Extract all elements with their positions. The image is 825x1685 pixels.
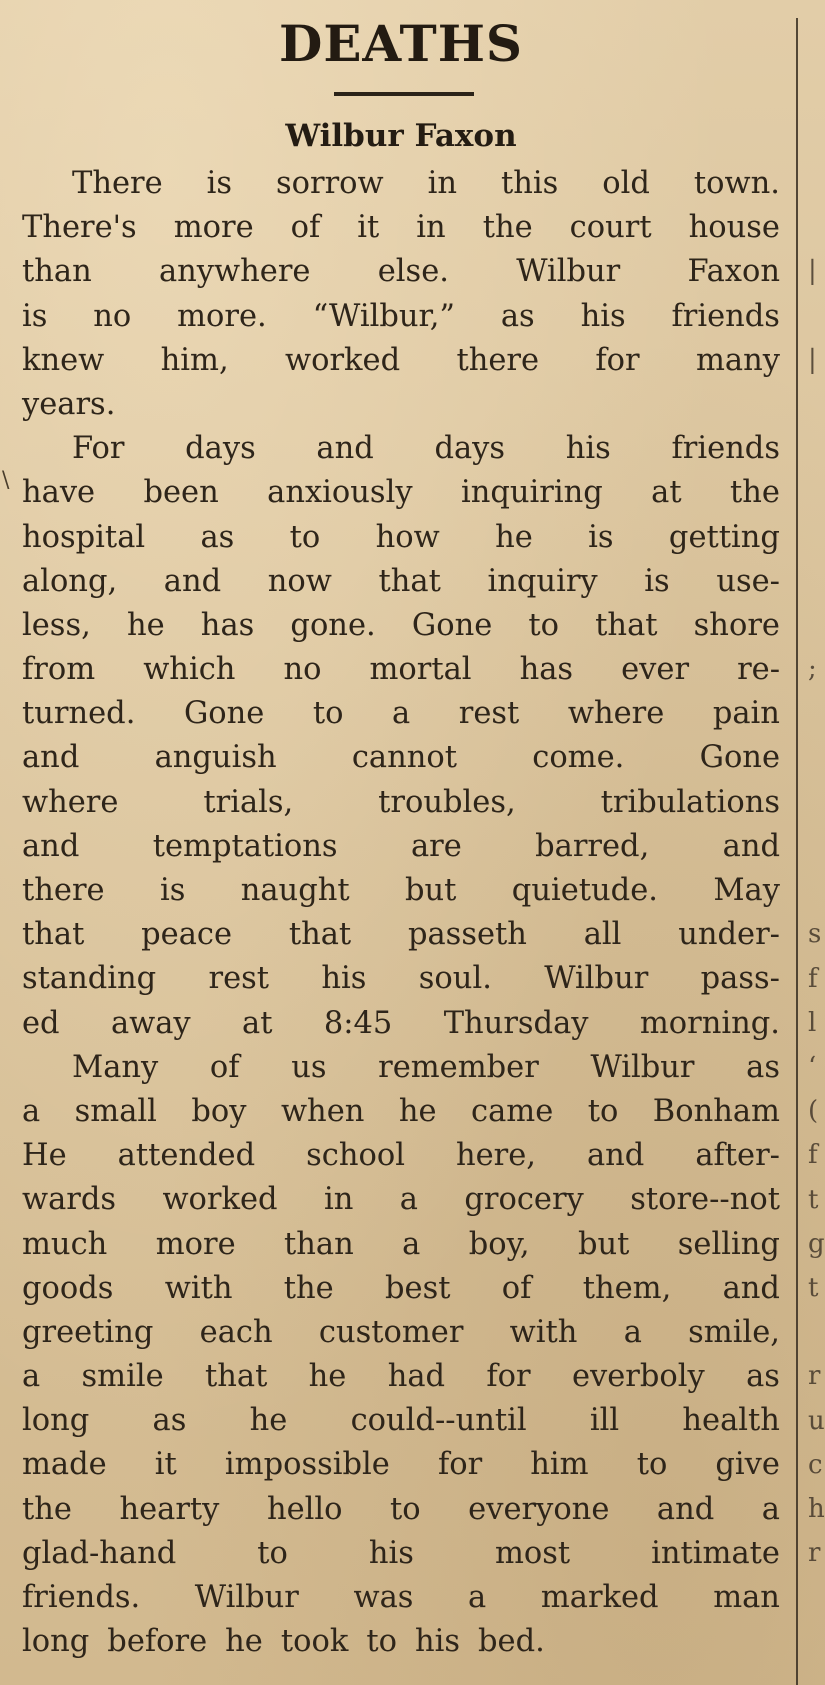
word: been	[143, 475, 219, 511]
word: hearty	[119, 1491, 220, 1527]
word: a	[623, 1314, 642, 1350]
word: passeth	[407, 917, 527, 953]
word: use-	[716, 563, 780, 599]
word: boy	[191, 1093, 247, 1129]
word: he	[126, 607, 165, 643]
word: come.	[532, 740, 625, 776]
word: him	[530, 1447, 589, 1483]
word: anxiously	[267, 475, 413, 511]
word: customer	[318, 1314, 464, 1350]
word: attended	[117, 1138, 256, 1174]
word: Thursday	[443, 1005, 589, 1041]
word: it	[357, 210, 380, 246]
word: temptations	[152, 828, 338, 864]
word: in	[427, 166, 458, 201]
word: it	[154, 1447, 177, 1483]
word: in	[416, 210, 446, 246]
article-line	[22, 383, 780, 427]
word: morning.	[639, 1005, 780, 1041]
word: to	[587, 1093, 619, 1129]
word: peace	[141, 917, 233, 953]
word: are	[410, 828, 462, 864]
article-line	[22, 1223, 780, 1267]
word: long	[22, 1624, 90, 1660]
word: for	[486, 1359, 531, 1395]
word: this	[500, 166, 559, 201]
article-line	[22, 1399, 780, 1443]
word: his	[368, 1535, 414, 1571]
column-divider	[796, 18, 798, 1685]
word: May	[713, 873, 780, 908]
word: grocery	[464, 1182, 584, 1218]
adjacent-column-glyph: t	[808, 1273, 819, 1303]
word: smile,	[688, 1314, 780, 1350]
word: intimate	[651, 1535, 780, 1571]
article-line	[22, 913, 780, 957]
word: how	[375, 519, 440, 555]
word: his	[580, 298, 626, 334]
word: and	[22, 828, 80, 864]
word: troubles,	[378, 784, 516, 820]
word: bed.	[478, 1624, 545, 1660]
word: less,	[22, 607, 91, 643]
word: There	[72, 166, 163, 201]
adjacent-column-glyph: l	[808, 1007, 817, 1038]
word: as	[746, 1359, 780, 1395]
word: is	[588, 519, 614, 555]
word: to	[289, 519, 321, 555]
word: the	[283, 1270, 334, 1306]
word: in	[323, 1182, 354, 1218]
word: for	[595, 342, 640, 378]
article-line	[22, 516, 780, 560]
word: health	[682, 1403, 780, 1439]
word: as	[152, 1403, 187, 1439]
word: court	[569, 210, 652, 246]
article-line	[22, 1002, 780, 1046]
word: Gone	[183, 696, 265, 732]
word: naught	[240, 873, 350, 908]
word: the	[482, 210, 533, 246]
article-line	[22, 250, 780, 294]
word: with	[164, 1270, 233, 1306]
word: anywhere	[158, 254, 311, 290]
section-headline: DEATHS	[278, 14, 524, 73]
word: gone.	[290, 607, 376, 643]
word: pain	[712, 696, 780, 732]
article-line	[22, 692, 780, 736]
word: which	[143, 652, 236, 688]
word: he	[249, 1403, 288, 1439]
word: that	[378, 563, 441, 599]
word: there	[22, 873, 105, 908]
word: took	[280, 1624, 349, 1660]
word: had	[387, 1359, 446, 1395]
word: greeting	[22, 1314, 154, 1350]
word: ed	[22, 1005, 60, 1041]
word: everyone	[468, 1491, 610, 1527]
article-line	[22, 339, 780, 383]
word: that	[288, 917, 352, 953]
article-line	[22, 1134, 780, 1178]
word: of	[290, 210, 321, 246]
article-line	[22, 427, 780, 471]
word: hospital	[22, 519, 146, 555]
word: here,	[455, 1138, 536, 1174]
word: much	[22, 1226, 108, 1262]
word: inquiry	[487, 563, 598, 599]
word: knew	[22, 342, 105, 378]
word: a	[22, 1359, 41, 1395]
word: rest	[208, 961, 270, 997]
word: impossible	[224, 1447, 390, 1483]
word: along,	[22, 563, 118, 599]
word: There's	[22, 210, 137, 246]
word: glad-hand	[22, 1535, 177, 1571]
word: sorrow	[276, 166, 384, 201]
word: away	[110, 1005, 191, 1041]
word: small	[74, 1093, 157, 1129]
word: and	[316, 431, 374, 467]
word: Wilbur	[516, 254, 621, 290]
word: Bonham	[652, 1093, 780, 1129]
article-line	[22, 1620, 780, 1664]
word: could--until	[350, 1403, 527, 1439]
article-line	[22, 206, 780, 250]
word: that	[204, 1359, 268, 1395]
obituary-name: Wilbur Faxon	[285, 118, 517, 154]
word: mortal	[369, 652, 472, 688]
article-line	[22, 560, 780, 604]
word: smile	[81, 1359, 164, 1395]
word: them,	[582, 1270, 672, 1306]
word: quietude.	[511, 873, 658, 908]
word: for	[437, 1447, 483, 1483]
word: to	[366, 1624, 397, 1660]
word: the	[22, 1491, 72, 1527]
word: many	[695, 342, 780, 378]
article-line	[22, 162, 780, 206]
word: and	[656, 1491, 715, 1527]
word: a	[468, 1580, 487, 1615]
word: each	[199, 1314, 273, 1350]
word: soul.	[418, 961, 492, 997]
article-line	[22, 1046, 780, 1090]
word: Gone	[411, 607, 493, 643]
word: marked	[540, 1580, 659, 1615]
word: standing	[22, 961, 157, 997]
stray-mark: \	[2, 468, 10, 493]
adjacent-column-glyph: t	[808, 1184, 819, 1215]
word: worked	[162, 1182, 278, 1218]
word: house	[688, 210, 780, 246]
article-line	[22, 471, 780, 515]
word: more	[155, 1226, 236, 1262]
word: no	[283, 652, 322, 688]
article-line	[22, 1178, 780, 1222]
word: under-	[678, 917, 780, 953]
word: made	[22, 1447, 107, 1483]
word: he	[308, 1359, 347, 1395]
word: his	[414, 1624, 461, 1660]
article-line	[22, 869, 780, 913]
word: days	[185, 431, 256, 467]
word: where	[567, 696, 665, 732]
word: worked	[285, 342, 401, 378]
adjacent-column-glyph: ;	[808, 654, 817, 685]
word: days	[434, 431, 506, 467]
word: a	[392, 696, 411, 732]
word: no	[93, 298, 132, 334]
word: friends.	[22, 1580, 141, 1615]
article-line	[22, 1532, 780, 1576]
article-line	[22, 825, 780, 869]
word: ever	[621, 652, 690, 688]
word: and	[722, 1270, 780, 1306]
word: he	[398, 1093, 437, 1129]
word: tribulations	[600, 784, 780, 820]
word: after-	[695, 1138, 780, 1174]
word: and	[163, 563, 222, 599]
adjacent-column-glyph: |	[808, 344, 817, 375]
word: with	[509, 1314, 578, 1350]
word: of	[209, 1049, 240, 1085]
article-line	[22, 1311, 780, 1355]
word: re-	[737, 652, 780, 688]
article-line	[22, 1488, 780, 1532]
word: friends	[671, 431, 780, 467]
article-line	[22, 1576, 780, 1620]
article-line	[22, 1443, 780, 1487]
word: at	[651, 475, 682, 511]
word: more.	[177, 298, 267, 334]
article-line	[22, 295, 780, 339]
word: old	[602, 166, 650, 201]
word: he	[225, 1624, 263, 1660]
word: “Wilbur,”	[312, 298, 456, 334]
adjacent-column-glyph: ‘	[808, 1052, 817, 1082]
word: cannot	[351, 740, 458, 776]
word: when	[280, 1093, 365, 1129]
word: turned.	[22, 696, 136, 732]
article-column	[22, 0, 780, 1685]
word: shore	[693, 607, 780, 643]
word: Many	[72, 1049, 159, 1085]
word: everboly	[571, 1359, 705, 1395]
word: a	[761, 1491, 780, 1527]
adjacent-column-glyph: f	[808, 963, 818, 994]
word: to	[636, 1447, 668, 1483]
article-line	[22, 957, 780, 1001]
word: a	[22, 1093, 41, 1129]
word: to	[312, 696, 344, 732]
word: ill	[589, 1403, 620, 1439]
word: barred,	[535, 828, 650, 864]
word: a	[402, 1226, 421, 1262]
word: was	[353, 1580, 414, 1615]
word: anguish	[154, 740, 277, 776]
word: years.	[22, 386, 116, 422]
word: goods	[22, 1270, 114, 1306]
word: more	[173, 210, 254, 246]
adjacent-column-glyph: f	[808, 1140, 818, 1171]
word: of	[501, 1270, 532, 1306]
word: give	[715, 1447, 780, 1483]
word: at	[242, 1005, 273, 1041]
word: pass-	[700, 961, 780, 997]
adjacent-column-glyph: (	[808, 1096, 819, 1127]
word: has	[519, 652, 574, 688]
word: and	[722, 828, 780, 864]
word: all	[583, 917, 622, 953]
adjacent-column-glyph: u	[808, 1405, 825, 1436]
word: best	[385, 1270, 451, 1306]
article-line	[22, 604, 780, 648]
word: Wilbur	[590, 1049, 695, 1085]
word: where	[22, 784, 119, 820]
word: is	[159, 873, 186, 908]
word: wards	[22, 1182, 117, 1218]
word: that	[22, 917, 85, 953]
adjacent-column-glyph: r	[808, 1361, 821, 1392]
word: but	[405, 873, 457, 908]
adjacent-column-glyph: s	[808, 919, 822, 950]
adjacent-column-glyph: r	[808, 1538, 821, 1569]
word: most	[494, 1535, 571, 1571]
word: him,	[160, 342, 229, 378]
word: long	[22, 1403, 90, 1439]
article-line	[22, 781, 780, 825]
headline-rule	[334, 92, 474, 96]
word: the	[729, 475, 780, 511]
word: us	[291, 1049, 327, 1085]
word: remember	[378, 1049, 539, 1085]
word: school	[306, 1138, 405, 1174]
word: trials,	[203, 784, 294, 820]
word: Wilbur	[544, 961, 649, 997]
word: and	[22, 740, 80, 776]
word: before	[107, 1624, 208, 1660]
article-line	[22, 1267, 780, 1311]
word: friends	[671, 298, 780, 334]
word: as	[746, 1049, 780, 1085]
word: came	[471, 1093, 554, 1129]
word: but	[577, 1226, 630, 1262]
word: have	[22, 475, 96, 511]
word: else.	[377, 254, 449, 290]
article-line	[22, 1090, 780, 1134]
word: to	[390, 1491, 421, 1527]
word: is	[644, 563, 670, 599]
word: there	[456, 342, 540, 378]
word: Gone	[699, 740, 780, 776]
word: selling	[677, 1226, 780, 1262]
word: boy,	[468, 1226, 530, 1262]
adjacent-column-glyph: g	[808, 1228, 825, 1259]
word: a	[399, 1182, 418, 1218]
article-line	[22, 648, 780, 692]
word: He	[22, 1138, 67, 1174]
adjacent-column-glyph: c	[808, 1449, 823, 1480]
word: to	[528, 607, 560, 643]
word: has	[200, 607, 255, 643]
word: inquiring	[460, 475, 603, 511]
word: than	[22, 254, 92, 290]
word: his	[565, 431, 611, 467]
article-line	[22, 1355, 780, 1399]
word: For	[72, 431, 125, 467]
adjacent-column-glyph: |	[808, 256, 817, 287]
word: getting	[668, 519, 780, 555]
article-line	[22, 736, 780, 780]
word: hello	[266, 1491, 343, 1527]
word: now	[267, 563, 332, 599]
word: is	[22, 298, 48, 334]
word: town.	[693, 166, 780, 201]
word: and	[586, 1138, 645, 1174]
word: Faxon	[687, 254, 780, 290]
word: man	[713, 1580, 780, 1615]
word: from	[22, 652, 96, 688]
article-body	[22, 162, 780, 1664]
word: 8:45	[323, 1005, 393, 1041]
adjacent-column-glyph: h	[808, 1494, 825, 1524]
word: is	[206, 166, 233, 201]
word: that	[595, 607, 658, 643]
word: to	[257, 1535, 288, 1571]
word: his	[321, 961, 367, 997]
word: Wilbur	[194, 1580, 299, 1615]
word: store--not	[630, 1182, 780, 1218]
word: than	[284, 1226, 354, 1262]
word: as	[500, 298, 535, 334]
word: as	[200, 519, 235, 555]
word: he	[495, 519, 533, 555]
word: rest	[458, 696, 520, 732]
